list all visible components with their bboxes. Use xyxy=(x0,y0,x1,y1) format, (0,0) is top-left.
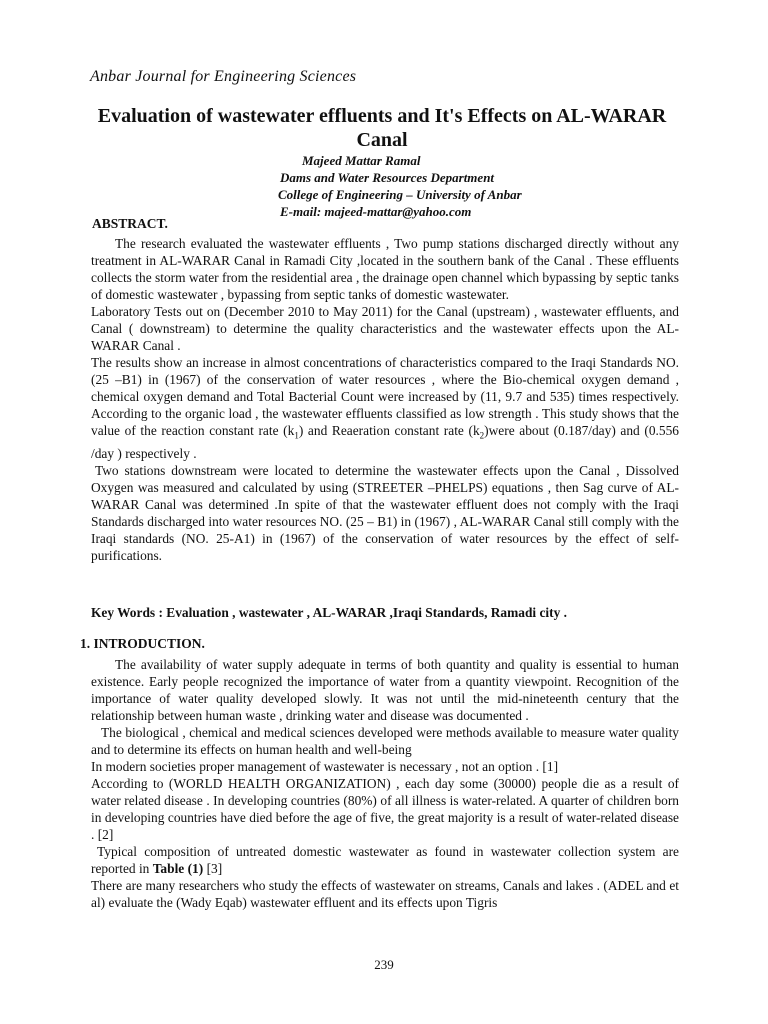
abstract-paragraph-4: Two stations downstream were located to determine the wastewater effects upon the Canal , Dissolved Oxygen was measured and calculated by using (STREETER –PHELPS) equations , then Sag curve of AL-WARAR Canal was determined .In spite of that the wastewater effluent does not comply with the Iraqi Standards discharged into water resources NO. (25 – B1) in (1967) , AL-WARAR Canal still comply with the Iraqi standards (NO. 25-A1) in (1967) of the conservation of water resources by the effect of self-purifications. xyxy=(91,462,679,563)
author-name: Majeed Mattar Ramal xyxy=(302,153,421,168)
abstract-body xyxy=(91,235,679,564)
abstract-paragraph-2: Laboratory Tests out on (December 2010 to May 2011) for the Canal (upstream) , wastewater effluents, and Canal ( downstream) to determine the quality characteristics and the wastewater effects upon the AL-WARAR Canal . xyxy=(91,304,679,353)
author-block xyxy=(250,152,550,220)
author-email: E-mail: majeed-mattar@yahoo.com xyxy=(280,204,472,219)
intro-p5-part-a: Typical composition of untreated domestic wastewater as found in wastewater collection system are reported in xyxy=(91,844,679,876)
abstract-p3-part-c: )were about (0.187/day) and (0.556 /day ) respectively . xyxy=(91,423,679,461)
abstract-paragraph-3 xyxy=(91,354,679,462)
abstract-heading: ABSTRACT. xyxy=(92,216,168,231)
table-reference: Table (1) xyxy=(152,861,204,876)
k2-subscript: 2 xyxy=(479,430,485,441)
intro-paragraph-1: The availability of water supply adequate in terms of both quantity and quality is essential to human existence. Early people recognized the importance of water from a quantity viewpoint. Recognition of the importance of water quality developed slowly. It was not until the mid-nineteenth century that the relationship between human waste , drinking water and disease was documented . xyxy=(91,657,679,723)
intro-body xyxy=(91,656,679,911)
intro-heading: 1. INTRODUCTION. xyxy=(80,636,205,651)
page-number: 239 xyxy=(374,957,394,972)
abstract-p3-part-b: ) and Reaeration constant rate (k xyxy=(298,423,480,438)
intro-paragraph-4: According to (WORLD HEALTH ORGANIZATION) , each day some (30000) people die as a result of water related disease . In developing countries (80%) of all illness is water-related. A quarter of children born in developing countries have died before the age of five, the great majority is a result of water-related disease . [2] xyxy=(91,776,679,842)
intro-paragraph-6: There are many researchers who study the effects of wastewater on streams, Canals and lakes . (ADEL and et al) evaluate the (Wady Eqab) wastewater effluent and its effects upon Tigris xyxy=(91,878,679,910)
intro-p5-part-b: [3] xyxy=(206,861,223,876)
author-college: College of Engineering – University of Anbar xyxy=(278,187,522,202)
intro-paragraph-5 xyxy=(91,843,679,877)
paper-title: Evaluation of wastewater effluents and It's Effects on AL-WARAR Canal xyxy=(97,105,667,151)
k1-subscript: 1 xyxy=(294,430,299,441)
author-department: Dams and Water Resources Department xyxy=(280,170,495,185)
intro-paragraph-2: The biological , chemical and medical sciences developed were methods available to measure water quality and to determine its effects on human health and well-being xyxy=(91,725,679,757)
keywords: Key Words : Evaluation , wastewater , AL-WARAR ,Iraqi Standards, Ramadi city . xyxy=(91,605,568,620)
journal-name: Anbar Journal for Engineering Sciences xyxy=(90,68,357,85)
intro-paragraph-3: In modern societies proper management of wastewater is necessary , not an option . [1] xyxy=(91,759,559,774)
abstract-p3-part-a: The results show an increase in almost concentrations of characteristics compared to the Iraqi Standards NO. (25 –B1) in (1967) of the conservation of water resources , where the Bio-chemical oxygen demand , chemical oxygen demand and Total Bacterial Count were increased by (11, 9.7 and 535) times respectively. According to the organic load , the wastewater effluents classified as low strength . This study shows that the value of the reaction constant rate (k xyxy=(91,355,679,438)
abstract-paragraph-1: The research evaluated the wastewater effluents , Two pump stations discharged directly without any treatment in AL-WARAR Canal in Ramadi City ,located in the southern bank of the Canal . These effluents collects the storm water from the residential area , the drainage open channel which bypassing by septic tanks of domestic wastewater , bypassing from septic tanks of domestic wastewater. xyxy=(91,236,679,302)
